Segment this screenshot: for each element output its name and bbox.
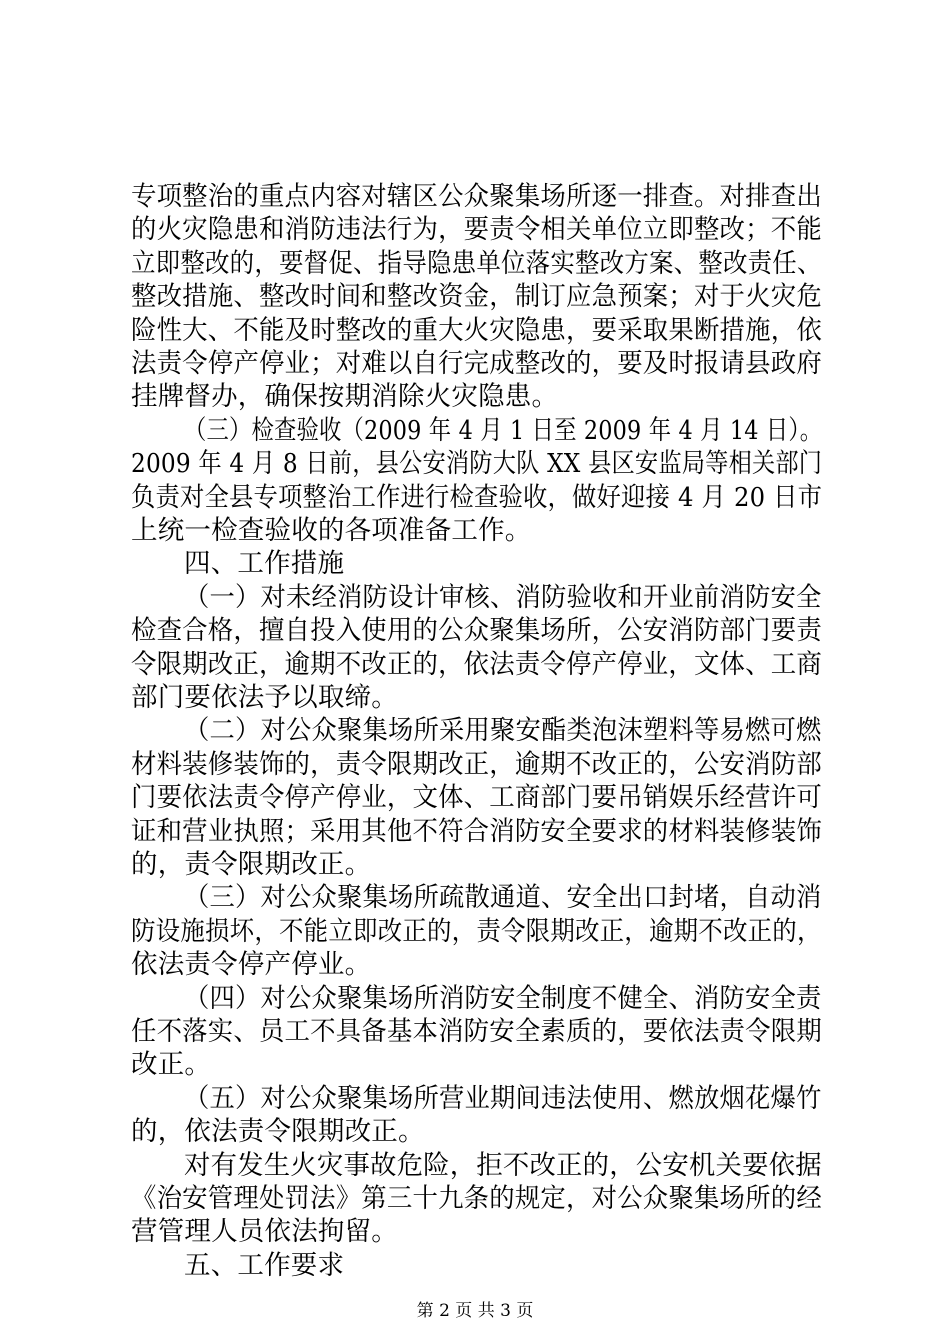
body-line: 《治安管理处罚法》第三十九条的规定，对公众聚集场所的经 bbox=[131, 1183, 822, 1214]
paragraph-start: （四）对公众聚集场所消防安全制度不健全、消防安全责 bbox=[184, 983, 822, 1014]
page-footer: 第 2 页 共 3 页 bbox=[416, 1301, 534, 1321]
body-line: 险性大、不能及时整改的重大火灾隐患，要采取果断措施，依 bbox=[131, 315, 822, 346]
body-line: 检查合格，擅自投入使用的公众聚集场所，公安消防部门要责 bbox=[131, 615, 822, 646]
body-line: 材料装修装饰的，责令限期改正，逾期不改正的，公安消防部 bbox=[131, 749, 822, 780]
body-line: 整改措施、整改时间和整改资金，制订应急预案；对于火灾危 bbox=[131, 281, 822, 312]
body-line: 令限期改正，逾期不改正的，依法责令停产停业，文体、工商 bbox=[131, 649, 822, 680]
body-line: 部门要依法予以取缔。 bbox=[131, 682, 398, 713]
paragraph-start: （二）对公众聚集场所采用聚安酯类泡沫塑料等易燃可燃 bbox=[184, 715, 822, 746]
body-line: 法责令停产停业；对难以自行完成整改的，要及时报请县政府 bbox=[131, 348, 822, 379]
body-line: 门要依法责令停产停业，文体、工商部门要吊销娱乐经营许可 bbox=[131, 782, 822, 813]
body-line: 改正。 bbox=[131, 1049, 212, 1080]
paragraph-start: （五）对公众聚集场所营业期间违法使用、燃放烟花爆竹 bbox=[184, 1083, 822, 1114]
section-heading: 四、工作措施 bbox=[184, 548, 345, 579]
body-line: 证和营业执照；采用其他不符合消防安全要求的材料装修装饰 bbox=[131, 816, 822, 847]
body-line: 任不落实、员工不具备基本消防安全素质的，要依法责令限期 bbox=[131, 1016, 822, 1047]
paragraph-start: 对有发生火灾事故危险，拒不改正的，公安机关要依据 bbox=[184, 1150, 822, 1181]
body-line: 上统一检查验收的各项准备工作。 bbox=[131, 515, 532, 546]
body-line: 立即整改的，要督促、指导隐患单位落实整改方案、整改责任、 bbox=[131, 248, 822, 279]
body-line: 专项整治的重点内容对辖区公众聚集场所逐一排查。对排查出 bbox=[131, 181, 822, 212]
body-line: 依法责令停产停业。 bbox=[131, 949, 372, 980]
body-line: 防设施损坏，不能立即改正的，责令限期改正，逾期不改正的， bbox=[131, 916, 822, 947]
body-line: 负责对全县专项整治工作进行检查验收，做好迎接 4 月 20 日市 bbox=[131, 482, 823, 513]
paragraph-start: （三）对公众聚集场所疏散通道、安全出口封堵，自动消 bbox=[184, 882, 822, 913]
body-line: 的，依法责令限期改正。 bbox=[131, 1116, 425, 1147]
body-line: 的火灾隐患和消防违法行为，要责令相关单位立即整改；不能 bbox=[131, 214, 822, 245]
section-heading: 五、工作要求 bbox=[184, 1250, 345, 1281]
section-heading: （三）检查验收（2009 年 4 月 1 日至 2009 年 4 月 14 日）。 bbox=[184, 415, 823, 446]
body-line: 的，责令限期改正。 bbox=[131, 849, 372, 880]
body-line: 2009 年 4 月 8 日前，县公安消防大队 XX 县区安监局等相关部门 bbox=[131, 448, 823, 479]
body-line: 营管理人员依法拘留。 bbox=[131, 1216, 398, 1247]
body-line: 挂牌督办，确保按期消除火灾隐患。 bbox=[131, 381, 559, 412]
paragraph-start: （一）对未经消防设计审核、消防验收和开业前消防安全 bbox=[184, 582, 822, 613]
